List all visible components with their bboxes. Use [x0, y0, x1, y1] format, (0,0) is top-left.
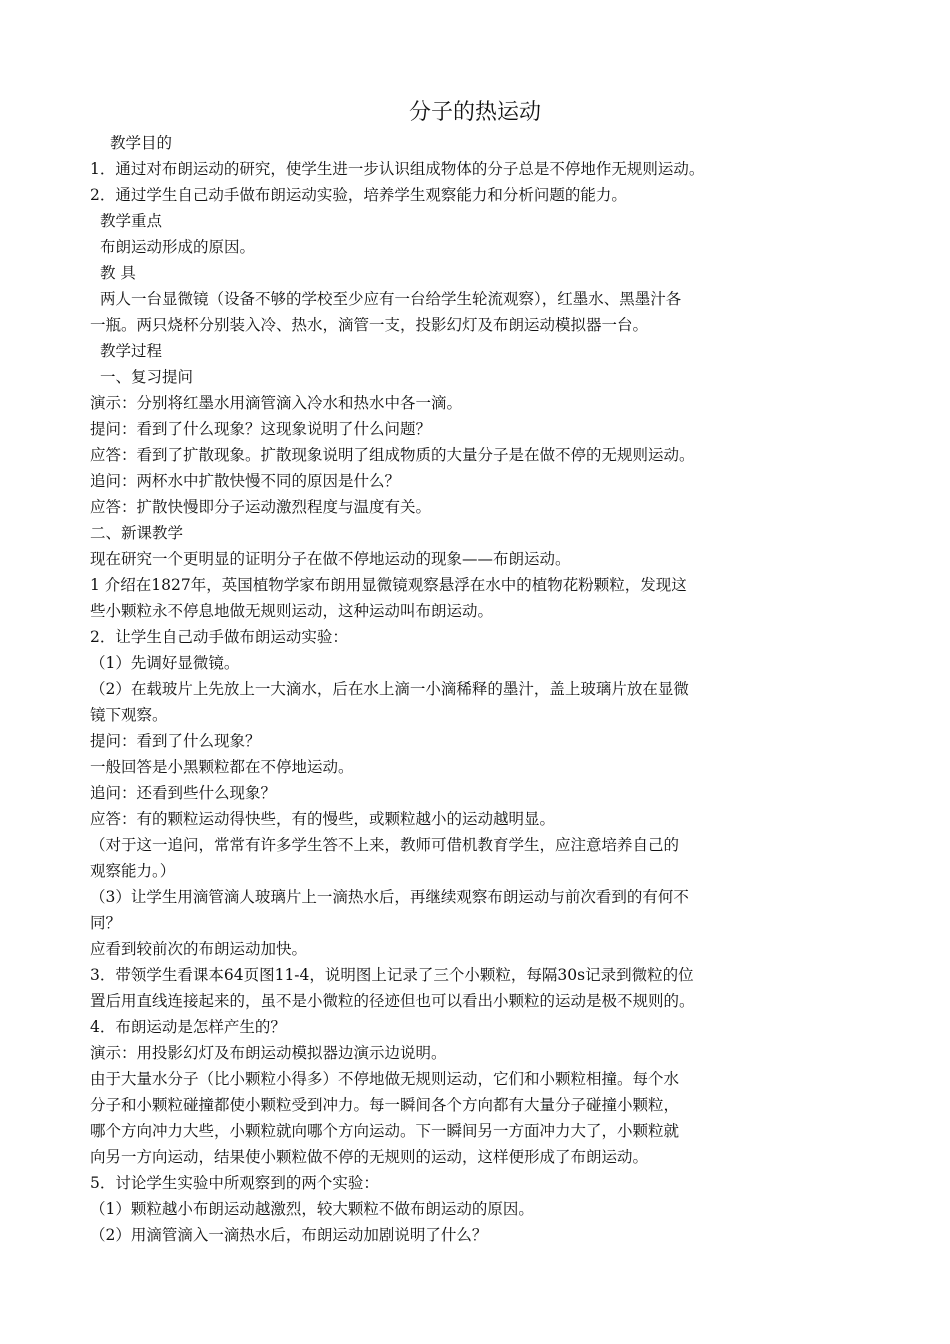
text-line: 2．让学生自己动手做布朗运动实验： [90, 628, 348, 646]
text-line: 1 介绍在1827年，英国植物学家布朗用显微镜观察悬浮在水中的植物花粉颗粒，发现这 [90, 576, 687, 594]
text-line: 镜下观察。 [90, 706, 168, 724]
text-line: 应看到较前次的布朗运动加快。 [90, 940, 308, 958]
text-line: （2）用滴管滴入一滴热水后，布朗运动加剧说明了什么？ [90, 1226, 488, 1244]
text-line: 提问：看到了什么现象？这现象说明了什么问题？ [90, 420, 432, 438]
text-line: 2．通过学生自己动手做布朗运动实验，培养学生观察能力和分析问题的能力。 [90, 186, 627, 204]
document-body [90, 130, 860, 1248]
text-line: 应答：有的颗粒运动得快些，有的慢些，或颗粒越小的运动越明显。 [90, 810, 556, 828]
text-line: 一、复习提问 [100, 368, 194, 386]
text-line: （1）先调好显微镜。 [90, 654, 240, 672]
text-line: 二、新课教学 [90, 524, 184, 542]
text-line: 演示：用投影幻灯及布朗运动模拟器边演示边说明。 [90, 1044, 447, 1062]
text-line: 教学重点 [100, 212, 163, 230]
text-line: （1）颗粒越小布朗运动越激烈，较大颗粒不做布朗运动的原因。 [90, 1200, 534, 1218]
text-line: 现在研究一个更明显的证明分子在做不停地运动的现象——布朗运动。 [90, 550, 571, 568]
text-line: 向另一方向运动，结果使小颗粒做不停的无规则的运动，这样便形成了布朗运动。 [90, 1148, 649, 1166]
text-line: 追问：两杯水中扩散快慢不同的原因是什么？ [90, 472, 401, 490]
text-line: 哪个方向冲力大些，小颗粒就向哪个方向运动。下一瞬间另一方面冲力大了，小颗粒就 [90, 1122, 680, 1140]
document-title: 分子的热运动 [408, 100, 541, 125]
text-line: 3．带领学生看课本64页图11-4，说明图上记录了三个小颗粒，每隔30s记录到微粒的位 [90, 966, 694, 984]
text-line: 追问：还看到些什么现象？ [90, 784, 277, 802]
text-line: 1．通过对布朗运动的研究，使学生进一步认识组成物体的分子总是不停地作无规则运动。 [90, 160, 705, 178]
text-line: 两人一台显微镜（设备不够的学校至少应有一台给学生轮流观察），红墨水、黑墨汁各 [100, 290, 682, 308]
text-line: （3）让学生用滴管滴人玻璃片上一滴热水后，再继续观察布朗运动与前次看到的有何不 [90, 888, 689, 906]
text-line: 教学目的 [110, 134, 173, 152]
text-line: 一般回答是小黑颗粒都在不停地运动。 [90, 758, 354, 776]
document-page [90, 96, 860, 1248]
text-line: 演示：分别将红墨水用滴管滴入冷水和热水中各一滴。 [90, 394, 463, 412]
text-line: 由于大量水分子（比小颗粒小得多）不停地做无规则运动，它们和小颗粒相撞。每个水 [90, 1070, 680, 1088]
text-line: 应答：看到了扩散现象。扩散现象说明了组成物质的大量分子是在做不停的无规则运动。 [90, 446, 695, 464]
text-line: 4．布朗运动是怎样产生的？ [90, 1018, 286, 1036]
text-line: 教学过程 [100, 342, 163, 360]
text-line: 教 具 [100, 264, 136, 282]
text-line: 置后用直线连接起来的，虽不是小微粒的径迹但也可以看出小颗粒的运动是极不规则的。 [90, 992, 695, 1010]
text-line: （对于这一追问，常常有许多学生答不上来，教师可借机教育学生，应注意培养自己的 [90, 836, 680, 854]
text-line: 应答：扩散快慢即分子运动激烈程度与温度有关。 [90, 498, 432, 516]
text-line: （2）在载玻片上先放上一大滴水，后在水上滴一小滴稀释的墨汁，盖上玻璃片放在显微 [90, 680, 689, 698]
text-line: 5．讨论学生实验中所观察到的两个实验： [90, 1174, 379, 1192]
text-line: 同？ [90, 914, 122, 932]
text-line: 观察能力。） [90, 862, 176, 880]
text-line: 分子和小颗粒碰撞都使小颗粒受到冲力。每一瞬间各个方向都有大量分子碰撞小颗粒， [90, 1096, 680, 1114]
text-line: 布朗运动形成的原因。 [100, 238, 256, 256]
text-line: 提问：看到了什么现象？ [90, 732, 261, 750]
text-line: 些小颗粒永不停息地做无规则运动，这种运动叫布朗运动。 [90, 602, 494, 620]
text-line: 一瓶。两只烧杯分别装入冷、热水，滴管一支，投影幻灯及布朗运动模拟器一台。 [90, 316, 649, 334]
